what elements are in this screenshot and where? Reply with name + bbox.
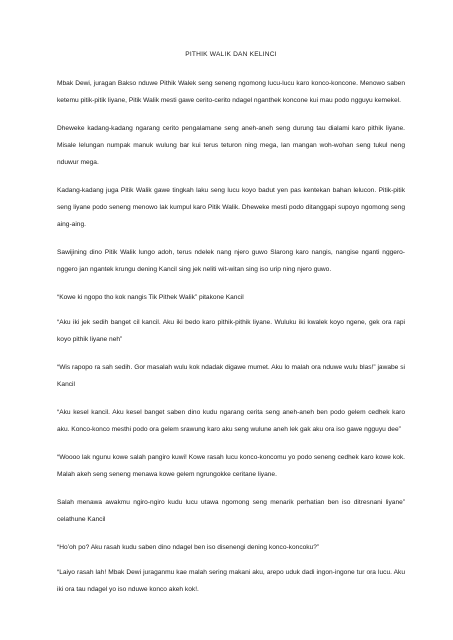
paragraph: “Ho’oh po? Aku rasah kudu saben dino ndagel ben iso disenengi dening konco-koncoku?”	[57, 543, 320, 551]
paragraph: Kadang-kadang juga Pitik Walik gawe tingkah laku seng lucu koyo badut yen pas kentekan bahan lelucon. Pitik-pitik seng liyane podo seneng menowo lak kumpul karo Pitik Walik. Dheweke mesti podo ditanggapi supoyo ngomong seng aing-aing.	[57, 186, 405, 228]
paragraph: Dheweke kadang-kadang ngarang cerito pengalamane seng aneh-aneh seng durung tau dialami karo pithik liyane. Misale lelungan numpak manuk wulung bar kui terus teturon ning mega, lan mangan woh-wohan seng tukul neng nduwur mega.	[57, 124, 405, 166]
paragraph: “Aku iki jek sedih banget cil kancil. Aku iki bedo karo pithik-pithik liyane. Wuluku iki kwalek koyo ngene, gek ora rapi koyo pithik liyane neh”	[57, 318, 405, 343]
paragraph: “Laiyo rasah lah! Mbak Dewi juraganmu kae malah sering makani aku, arepo uduk dadi ingon-ingone tur ora lucu. Aku iki ora tau ndagel yo iso nduwe konco akeh kok!.	[57, 568, 405, 593]
paragraph: “Aku kesel kancil. Aku kesel banget saben dino kudu ngarang cerita seng aneh-aneh ben podo gelem cedhek karo aku. Konco-konco mesthi podo ora gelem srawung karo aku seng wulune aneh lek gak aku ora iso gawe ngguyu dee”	[57, 408, 405, 433]
paragraph: Sawijining dino Pitik Walik lungo adoh, terus ndelek nang njero guwo Slarong karo nangis, nangise nganti nggero-nggero jan ngantek krungu dening Kancil sing jek neliti wit-witan sing iso urip ning njero guwo.	[57, 248, 405, 273]
paragraph: “Wis rapopo ra sah sedih. Gor masalah wulu kok ndadak digawe mumet. Aku lo malah ora nduwe wulu blas!” jawabe si Kancil	[57, 363, 405, 388]
paragraph: Mbak Dewi, juragan Bakso nduwe Pithik Walek seng seneng ngomong lucu-lucu karo konco-koncone. Menowo saben ketemu pitik-pitik liyane, Pitik Walik mesti gawe cerito-cerito ndagel nganthek koncone kui mau podo ngguyu kemekel.	[57, 79, 405, 104]
paragraph: Salah menawa awakmu ngiro-ngiro kudu lucu utawa ngomong seng menarik perhatian ben iso ditresnani liyane” celathune Kancil	[57, 498, 405, 523]
document-title: PITHIK WALIK DAN KELINCI	[185, 51, 277, 58]
paragraph: “Kowe ki ngopo tho kok nangis Tik Pithek Walik” pitakone Kancil	[57, 293, 244, 301]
paragraph: “Woooo lak ngunu kowe salah pangiro kuwi! Kowe rasah lucu konco-koncomu yo podo seneng cedhek karo kowe kok. Malah akeh seng seneng menawa kowe gelem ngrungokke ceritane liyane.	[57, 453, 405, 478]
